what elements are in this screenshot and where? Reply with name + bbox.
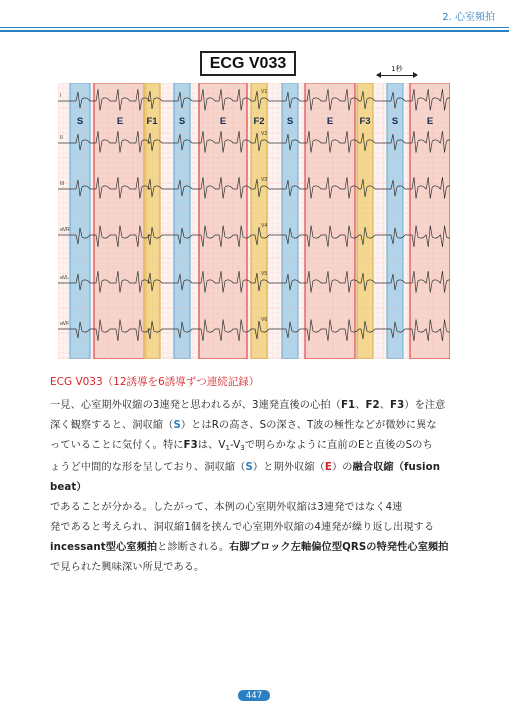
segment-label-s: S — [76, 116, 84, 127]
segment-label-f2: F2 — [253, 116, 265, 127]
body-paragraph — [50, 396, 462, 578]
text-line-6: 発であると考えられ、洞収縮1個を挟んで心室期外収縮の4連発が繰り返し出現する — [50, 522, 435, 533]
ecg-title: ECG V033 — [200, 51, 296, 76]
figure-caption: ECG V033（12誘導を6誘導ずつ連続記録） — [50, 376, 260, 388]
lead-label-avr: aVR — [60, 227, 70, 233]
segment-label-e: E — [116, 116, 124, 127]
text-line-1: 一見、心室期外収縮の3連発と思われるが、3連発直後の心拍（F1、F2、F3）を注意 — [50, 400, 446, 411]
text-line-2: 深く観察すると、洞収縮（S）とはRの高さ、Sの深さ、T波の極性などが微妙に異な — [50, 420, 437, 431]
segment-label-e: E — [326, 116, 334, 127]
header-rule — [0, 27, 509, 28]
text-line-8: で見られた興味深い所見である。 — [50, 562, 205, 573]
lead-label-v2: V2 — [261, 131, 268, 137]
segment-label-f1: F1 — [146, 116, 158, 127]
scale-bar — [377, 75, 417, 76]
lead-label-v3: V3 — [261, 177, 268, 183]
ecg-figure — [58, 83, 450, 359]
lead-label-ii: II — [60, 135, 63, 141]
lead-label-iii: III — [60, 181, 65, 187]
scale-label: 1秒 — [391, 65, 403, 73]
lead-label-v6: V6 — [261, 317, 268, 323]
ecg-tracing — [58, 83, 450, 359]
lead-label-v4: V4 — [261, 223, 268, 229]
header-rule-thick — [0, 30, 509, 32]
lead-label-v1: V1 — [261, 89, 268, 95]
page-number: 447 — [238, 690, 270, 701]
lead-label-v5: V5 — [261, 271, 268, 277]
segment-label-f3: F3 — [359, 116, 371, 127]
segment-label-e: E — [426, 116, 434, 127]
text-line-3: っていることに気付く。特にF3は、$V_1-V_3$で明らかなように直前のEと直後のSのち — [50, 440, 433, 452]
text-line-7: incessant型心室頻拍と診断される。右脚ブロック左軸偏位型QRSの特発性心室頻拍 — [50, 542, 449, 553]
lead-label-avf: aVF — [60, 321, 70, 327]
segment-label-s: S — [286, 116, 294, 127]
segment-label-s: S — [178, 116, 186, 127]
segment-label-e: E — [219, 116, 227, 127]
chapter-title: 2. 心室頻拍 — [442, 12, 495, 23]
lead-label-i: I — [60, 93, 62, 99]
page-header — [0, 0, 509, 36]
lead-label-avl: aVL — [60, 275, 69, 281]
text-line-5: であることが分かる。したがって、本例の心室期外収縮は3連発ではなく4連 — [50, 502, 403, 513]
text-line-4: ょうど中間的な形を呈しており、洞収縮（S）と期外収縮（E）の融合収縮（fusion beat） — [50, 462, 441, 493]
segment-label-s: S — [391, 116, 399, 127]
